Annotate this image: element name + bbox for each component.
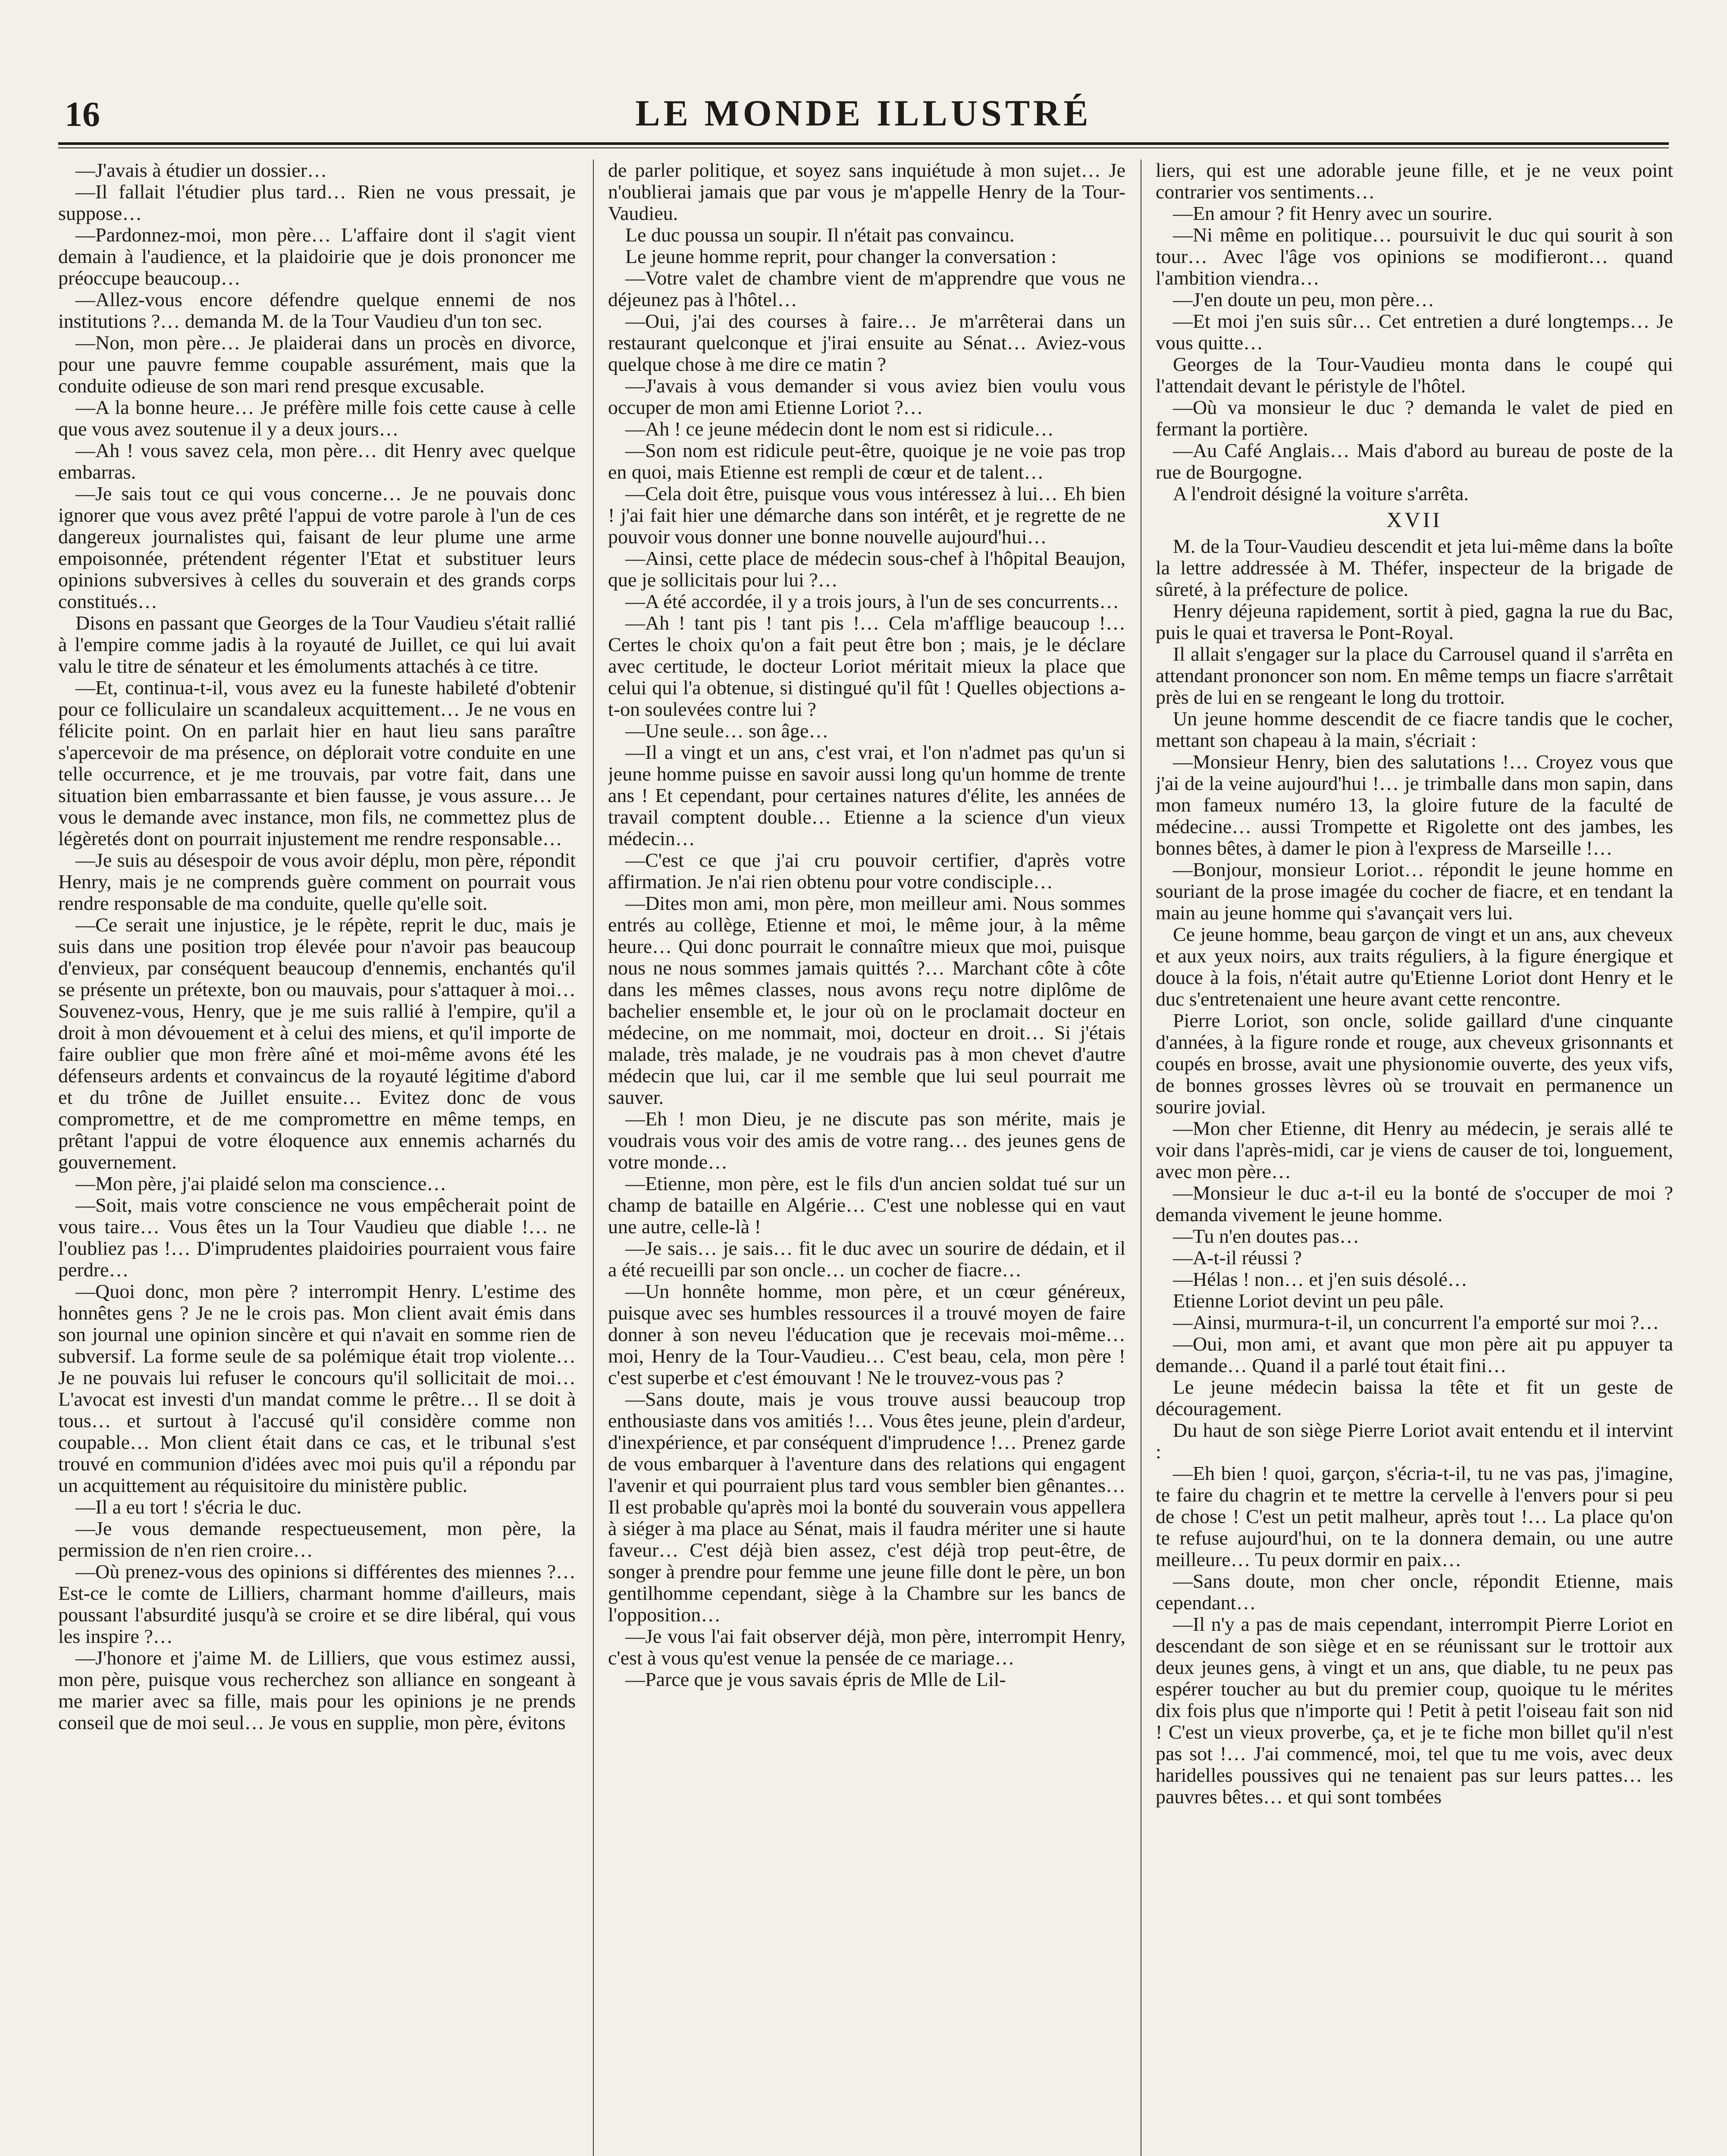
paragraph: —Et, continua-t-il, vous avez eu la funeste habileté d'obtenir pour ce folliculaire un scandaleux acquittement… Je ne vous en félicite point. On en parlait hier en haut lieu sans paraître s'apercevoir de ma présence, on déplorait votre conduite en une telle occurrence, et je me trouvais, par votre fait, dans une situation bien embarrassante et bien fausse, je vous assure… Je vous le demande avec instance, mon fils, ne commettez plus de légèretés dont on pourrait injustement me rendre responsable… <box>58 677 576 849</box>
paragraph: —Pardonnez-moi, mon père… L'affaire dont il s'agit vient demain à l'audience, et la plaidoirie que je dois prononcer me préoccupe beaucoup… <box>58 224 576 289</box>
paragraph: —Oui, mon ami, et avant que mon père ait pu appuyer ta demande… Quand il a parlé tout était fini… <box>1156 1333 1673 1376</box>
paragraph: —A-t-il réussi ? <box>1173 1247 1302 1269</box>
paragraph: —Il n'y a pas de mais cependant, interrompit Pierre Loriot en descendant de son siège et en se réunissant sur le trottoir aux deux jeunes gens, à vingt et un ans, que diable, tu ne peux pas espérer toucher au but du premier coup, quoique tu le mérites dix fois plus que n'importe qui ! Petit à petit l'oiseau fait son nid ! C'est un vieux proverbe, ça, et je te fiche mon billet qu'il n'est pas sot !… J'ai commencé, moi, tel que tu me vois, avec deux haridelles poussives qui ne tenaient pas sur leurs pattes… les pauvres bêtes… et qui sont tombées <box>1156 1613 1673 1808</box>
paragraph: Un jeune homme descendit de ce fiacre tandis que le cocher, mettant son chapeau à la main, s'écriait : <box>1156 708 1673 751</box>
header-rule-thin <box>58 147 1669 148</box>
paragraph: —Il a vingt et un ans, c'est vrai, et l'on n'admet pas qu'un si jeune homme puisse en savoir aussi long qu'un homme de trente ans ! Et cependant, pour certaines natures d'élite, les années de travail comptent double… Etienne a la science d'un vieux médecin… <box>608 741 1125 849</box>
paragraph: —Ainsi, cette place de médecin sous-chef à l'hôpital Beaujon, que je sollicitais pour lui ?… <box>608 547 1125 591</box>
paragraph: M. de la Tour-Vaudieu descendit et jeta lui-même dans la boîte la lettre addressée à M. Théfer, inspecteur de la brigade de sûreté, à la préfecture de police. <box>1156 535 1673 600</box>
paragraph: —Cela doit être, puisque vous vous intéressez à lui… Eh bien ! j'ai fait hier une démarche dans son intérêt, et je regrette de ne pouvoir vous donner une bonne nouvelle aujourd'hui… <box>608 483 1125 548</box>
paragraph: Du haut de son siège Pierre Loriot avait entendu et il intervint : <box>1156 1419 1673 1463</box>
paragraph: —Ce serait une injustice, je le répète, reprit le duc, mais je suis dans une position trop élevée pour n'avoir pas beaucoup d'envieux, par conséquent beaucoup d'ennemis, enchantés qu'il se présente un prétexte, bon ou mauvais, pour s'attaquer à moi… Souvenez-vous, Henry, que je me suis rallié à l'empire, qu'il a droit à mon dévouement et à celui des miens, et qu'il importe de faire oublier que mon frère aîné et moi-même avons été les défenseurs ardents et convaincus de la royauté légitime d'abord et du trône de Juillet ensuite… Evitez donc de vous compromettre, et de me compromettre en même temps, en prêtant l'appui de votre éloquence aux ennemis acharnés du gouvernement. <box>58 914 576 1173</box>
text-column-2 <box>608 160 1125 2156</box>
paragraph: —Non, mon père… Je plaiderai dans un procès en divorce, pour une pauvre femme coupable assurément, mais que la conduite odieuse de son mari rend presque excusable. <box>58 332 576 397</box>
paragraph: Le jeune médecin baissa la tête et fit un geste de découragement. <box>1156 1376 1673 1420</box>
paragraph: —Je sais… je sais… fit le duc avec un sourire de dédain, et il a été recueilli par son oncle… un cocher de fiacre… <box>608 1237 1125 1281</box>
paragraph: —J'avais à étudier un dossier… <box>75 160 327 181</box>
paragraph: —En amour ? fit Henry avec un sourire. <box>1173 202 1492 224</box>
paragraph: —Soit, mais votre conscience ne vous empêcherait point de vous taire… Vous êtes un la Tour Vaudieu que diable !… ne l'oubliez pas !… D'imprudentes plaidoiries pourraient vous faire perdre… <box>58 1194 576 1281</box>
paragraph: —A la bonne heure… Je préfère mille fois cette cause à celle que vous avez soutenue il y a deux jours… <box>58 396 576 440</box>
paragraph: —Je vous l'ai fait observer déjà, mon père, interrompit Henry, c'est à vous qu'est venue la pensée de ce mariage… <box>608 1625 1125 1669</box>
paragraph: Le duc poussa un soupir. Il n'était pas convaincu. <box>625 224 1015 246</box>
paragraph: —Un honnête homme, mon père, et un cœur généreux, puisque avec ses humbles ressources il a trouvé moyen de faire donner à son neveu l'éducation que je recevais moi-même… moi, Henry de la Tour-Vaudieu… C'est beau, cela, mon père ! c'est superbe et c'est émouvant ! Ne le trouvez-vous pas ? <box>608 1280 1125 1388</box>
paragraph: —A été accordée, il y a trois jours, à l'un de ses concurrents… <box>625 590 1119 612</box>
paragraph: Il allait s'engager sur la place du Carrousel quand il s'arrêta en attendant prononcer son nom. En même temps un fiacre s'arrêtait près de lui en se rengeant le long du trottoir. <box>1156 643 1673 708</box>
paragraph: —Il fallait l'étudier plus tard… Rien ne vous pressait, je suppose… <box>58 181 576 224</box>
paragraph: A l'endroit désigné la voiture s'arrêta. <box>1173 483 1469 505</box>
paragraph: Etienne Loriot devint un peu pâle. <box>1173 1290 1444 1312</box>
paragraph: —Ah ! tant pis ! tant pis !… Cela m'afflige beaucoup !… Certes le choix qu'on a fait peut être bon ; mais, je le déclare avec certitude, le docteur Loriot méritait mieux la place que celui qui l'a obtenue, si distingué qu'il fût ! Quelles objections a-t-on soulevées contre lui ? <box>608 612 1125 720</box>
paragraph: —Mon cher Etienne, dit Henry au médecin, je serais allé te voir dans l'après-midi, car je viens de causer de toi, longuement, avec mon père… <box>1156 1117 1673 1182</box>
paragraph: Ce jeune homme, beau garçon de vingt et un ans, aux cheveux et aux yeux noirs, aux traits réguliers, à la figure énergique et douce à la fois, n'était autre qu'Etienne Loriot dont Henry et le duc s'entretenaient une heure avant cette rencontre. <box>1156 923 1673 1010</box>
paragraph: —Parce que je vous savais épris de Mlle de Lil- <box>625 1668 1006 1690</box>
masthead-title: LE MONDE ILLUSTRÉ <box>635 92 1092 134</box>
text-column-1 <box>58 160 576 2156</box>
paragraph: —Tu n'en doutes pas… <box>1173 1225 1360 1247</box>
paragraph: —Ni même en politique… poursuivit le duc qui sourit à son tour… Avec l'âge vos opinions se modifieront… quand l'ambition viendra… <box>1156 224 1673 289</box>
paragraph: —J'avais à vous demander si vous aviez bien voulu vous occuper de mon ami Etienne Loriot ?… <box>608 375 1125 418</box>
paragraph: —Allez-vous encore défendre quelque ennemi de nos institutions ?… demanda M. de la Tour Vaudieu d'un ton sec. <box>58 288 576 332</box>
paragraph: —Monsieur le duc a-t-il eu la bonté de s'occuper de moi ? demanda vivement le jeune homme. <box>1156 1182 1673 1225</box>
paragraph: —Hélas ! non… et j'en suis désolé… <box>1173 1268 1467 1290</box>
paragraph: —Oui, j'ai des courses à faire… Je m'arrêterai dans un restaurant quelconque et j'irai ensuite au Sénat… Aviez-vous quelque chose à me dire ce matin ? <box>608 310 1125 375</box>
text-column-3 <box>1156 160 1673 2156</box>
paragraph: —Ah ! ce jeune médecin dont le nom est si ridicule… <box>625 418 1054 440</box>
paragraph: —C'est ce que j'ai cru pouvoir certifier, d'après votre affirmation. Je n'ai rien obtenu pour votre condisciple… <box>608 849 1125 893</box>
paragraph: —Je vous demande respectueusement, mon père, la permission de n'en rien croire… <box>58 1517 576 1561</box>
paragraph: Disons en passant que Georges de la Tour Vaudieu s'était rallié à l'empire comme jadis à la royauté de Juillet, ce qui lui avait valu le titre de sénateur et les émoluments attachés à ce titre. <box>58 612 576 677</box>
paragraph: Pierre Loriot, son oncle, solide gaillard d'une cinquante d'années, à la figure ronde et rouge, aux cheveux grisonnants et coupés en brosse, avait une physionomie ouverte, des yeux vifs, de bonnes grosses lèvres où se trouvait en permanence un sourire jovial. <box>1156 1009 1673 1118</box>
paragraph: —Je sais tout ce qui vous concerne… Je ne pouvais donc ignorer que vous avez prêté l'appui de votre parole à l'un de ces dangereux journalistes qui, faisant de leur plume une arme empoisonnée, prétendent régenter l'Etat et substituer leurs opinions subversives à celles du souverain et des grands corps constitués… <box>58 483 576 612</box>
paragraph: —J'en doute un peu, mon père… <box>1173 288 1435 310</box>
paragraph: —Dites mon ami, mon père, mon meilleur ami. Nous sommes entrés au collège, Etienne et moi, le même jour, à la même heure… Qui donc pourrait le connaître mieux que moi, puisque nous ne nous sommes jamais quittés ?… Marchant côte à côte dans les mêmes classes, nous avons reçu notre diplôme de bachelier ensemble et, le jour où on le proclamait docteur en médecine, on me nommait, moi, docteur en droit… Si j'étais malade, très malade, je ne voudrais pas à mon chevet d'autre médecin que lui, car il me semble que lui seul pourrait me sauver. <box>608 892 1125 1108</box>
paragraph: —Où prenez-vous des opinions si différentes des miennes ?… Est-ce le comte de Lilliers, charmant homme d'ailleurs, mais poussant l'absurdité jusqu'à se croire et se dire libéral, qui vous les inspire ?… <box>58 1561 576 1647</box>
paragraph: —Bonjour, monsieur Loriot… répondit le jeune homme en souriant de la prose imagée du cocher de fiacre, et en tendant la main au jeune homme qui s'avançait vers lui. <box>1156 859 1673 924</box>
column-divider <box>593 160 594 2156</box>
page-number: 16 <box>65 94 100 134</box>
paragraph: —Où va monsieur le duc ? demanda le valet de pied en fermant la portière. <box>1156 396 1673 440</box>
paragraph: —Ainsi, murmura-t-il, un concurrent l'a emporté sur moi ?… <box>1173 1311 1659 1333</box>
paragraph: —Eh ! mon Dieu, je ne discute pas son mérite, mais je voudrais vous voir des amis de votre rang… des jeunes gens de votre monde… <box>608 1108 1125 1173</box>
paragraph: —Etienne, mon père, est le fils d'un ancien soldat tué sur un champ de bataille en Algérie… C'est une noblesse qui en vaut une autre, celle-là ! <box>608 1172 1125 1238</box>
paragraph: Le jeune homme reprit, pour changer la conversation : <box>625 245 1057 267</box>
paragraph: —Sans doute, mais je vous trouve aussi beaucoup trop enthousiaste dans vos amitiés !… Vous êtes jeune, plein d'ardeur, d'inexpérience, et par conséquent d'imprudence !… Prenez garde de vous embarquer à l'aventure dans des relations qui engagent l'avenir et qui pourraient plus tard vous sembler bien gênantes… Il est probable qu'après moi la bonté du souverain vous appellera à siéger à ma place au Sénat, mais il faudra mériter une si haute faveur… C'est déjà bien assez, c'est déjà trop peut-être, de songer à prendre pour femme une jeune fille dont le père, un bon gentilhomme cependant, siège à la Chambre sur les bancs de l'opposition… <box>608 1388 1125 1626</box>
paragraph: —Quoi donc, mon père ? interrompit Henry. L'estime des honnêtes gens ? Je ne le crois pas. Mon client avait émis dans son journal une opinion sincère et qui n'avait en somme rien de subversif. La forme seule de sa polémique était trop violente… Je ne pouvais lui refuser le concours qu'il sollicitait de moi… L'avocat est investi d'un mandat comme le prêtre… Il se doit à tous… et surtout à l'accusé qu'il considère comme non coupable… Mon client était dans ce cas, et le tribunal s'est trouvé en communion d'idées avec moi puis qu'il a répondu par un acquittement au réquisitoire du ministère public. <box>58 1280 576 1496</box>
paragraph: —Mon père, j'ai plaidé selon ma conscience… <box>75 1172 447 1194</box>
paragraph: —Une seule… son âge… <box>625 720 829 742</box>
paragraph: —Et moi j'en suis sûr… Cet entretien a duré longtemps… Je vous quitte… <box>1156 310 1673 354</box>
page-header <box>58 86 1669 142</box>
paragraph: —Je suis au désespoir de vous avoir déplu, mon père, répondit Henry, mais je ne comprends guère comment on pourrait vous rendre responsable de ma conduite, quelle qu'elle soit. <box>58 849 576 914</box>
paragraph: —Votre valet de chambre vient de m'apprendre que vous ne déjeunez pas à l'hôtel… <box>608 267 1125 310</box>
paragraph: de parler politique, et soyez sans inquiétude à mon sujet… Je n'oublierai jamais que par vous je m'appelle Henry de la Tour-Vaudieu. <box>608 160 1125 224</box>
paragraph: Henry déjeuna rapidement, sortit à pied, gagna la rue du Bac, puis le quai et traversa le Pont-Royal. <box>1156 600 1673 643</box>
paragraph: —Il a eu tort ! s'écria le duc. <box>75 1496 302 1518</box>
chapter-heading: XVII <box>1386 508 1442 532</box>
paragraph: —Au Café Anglais… Mais d'abord au bureau de poste de la rue de Bourgogne. <box>1156 439 1673 483</box>
paragraph: Georges de la Tour-Vaudieu monta dans le coupé qui l'attendait devant le péristyle de l'hôtel. <box>1156 353 1673 397</box>
paragraph: —Ah ! vous savez cela, mon père… dit Henry avec quelque embarras. <box>58 439 576 483</box>
paragraph: —Monsieur Henry, bien des salutations !… Croyez vous que j'ai de la veine aujourd'hui !… je trimballe dans mon sapin, dans mon fameux numéro 13, la gloire future de la faculté de médecine… aussi Trompette et Rigolette ont des jambes, les bonnes bêtes, à damer le pion à l'express de Marseille !… <box>1156 751 1673 859</box>
paragraph: —J'honore et j'aime M. de Lilliers, que vous estimez aussi, mon père, puisque vous recherchez son alliance en songeant à me marier avec sa fille, mais pour les opinions je ne prends conseil que de moi seul… Je vous en supplie, mon père, évitons <box>58 1647 576 1733</box>
paragraph: liers, qui est une adorable jeune fille, et je ne veux point contrarier vos sentiments… <box>1156 160 1673 203</box>
paragraph: —Son nom est ridicule peut-être, quoique je ne voie pas trop en quoi, mais Etienne est rempli de cœur et de talent… <box>608 439 1125 483</box>
paragraph: —Eh bien ! quoi, garçon, s'écria-t-il, tu ne vas pas, j'imagine, te faire du chagrin et te mettre la cervelle à l'envers pour si peu de chose ! C'est un petit malheur, après tout !… La place qu'on te refuse aujourd'hui, on te la donnera demain, ou une autre meilleure… Tu peux dormir en paix… <box>1156 1462 1673 1570</box>
header-rule <box>58 142 1669 145</box>
paragraph: —Sans doute, mon cher oncle, répondit Etienne, mais cependant… <box>1156 1570 1673 1614</box>
